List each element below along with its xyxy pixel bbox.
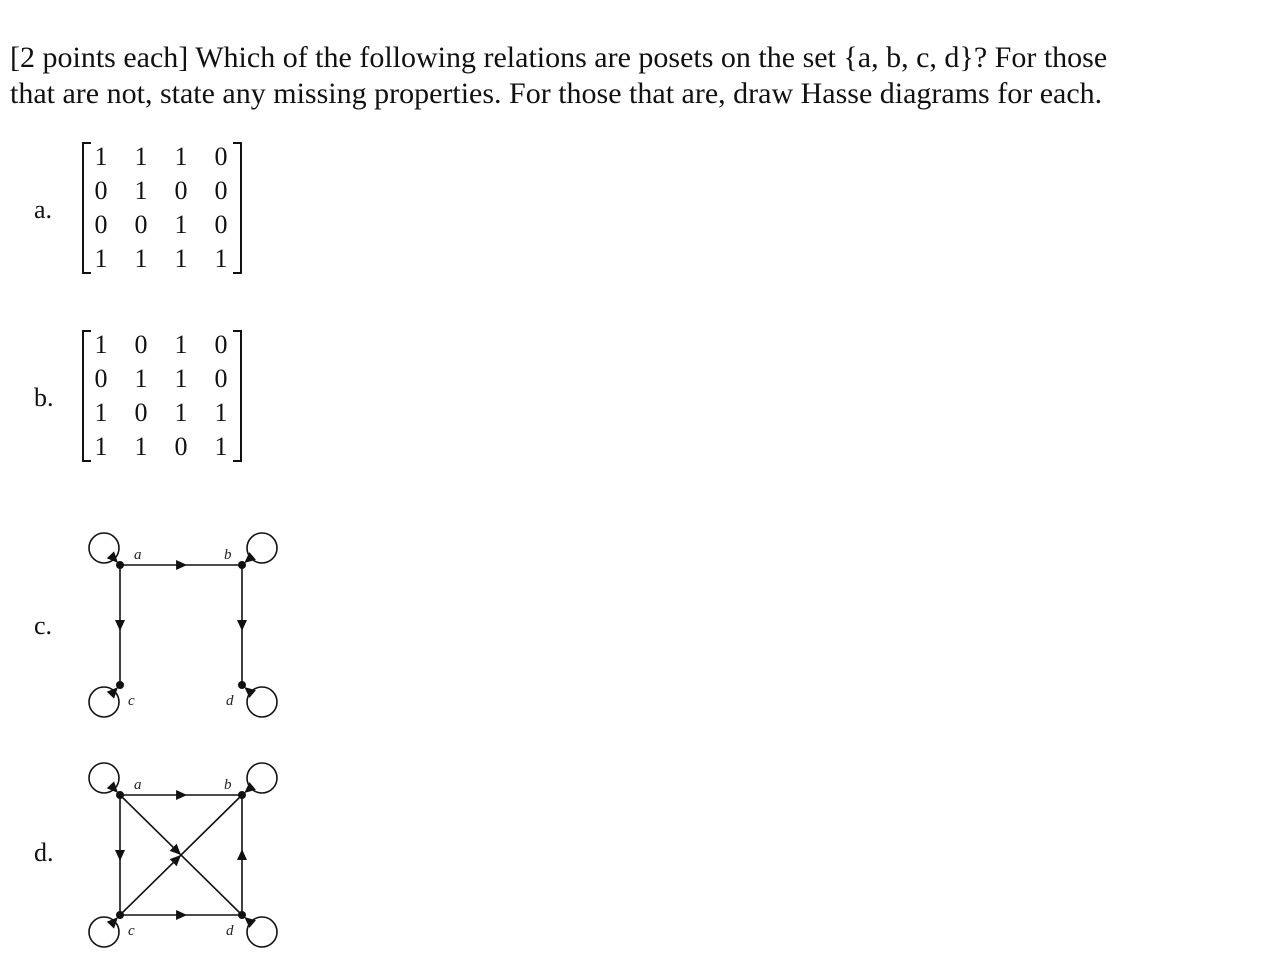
question-line-2: that are not, state any missing properties. For those that are, draw Hasse diagrams for each. (10, 77, 1103, 110)
matrix-cell: 1 (94, 244, 108, 273)
matrix-cell: 1 (214, 432, 228, 461)
matrix-cell: 1 (134, 432, 148, 461)
matrix-cell: 0 (94, 364, 108, 393)
matrix-cell: 0 (214, 330, 228, 359)
matrix-cell: 1 (94, 432, 108, 461)
vertex-d (238, 911, 246, 919)
matrix-cell: 1 (214, 244, 228, 273)
edge-arrow-b-d (237, 620, 247, 631)
matrix-cell: 1 (94, 330, 108, 359)
vertex-c (116, 681, 124, 689)
vertex-c (116, 911, 124, 919)
edge-arrow-a-c (115, 850, 125, 861)
matrix-cell: 1 (134, 364, 148, 393)
matrix-cell: 0 (134, 330, 148, 359)
vertex-d (238, 681, 246, 689)
matrix-cell: 0 (214, 176, 228, 205)
matrix-cell: 0 (214, 142, 228, 171)
vertex-a (116, 791, 124, 799)
matrix-cell: 0 (174, 176, 188, 205)
matrix-cell: 0 (174, 432, 188, 461)
matrix-cell: 0 (214, 364, 228, 393)
matrix-cell: 0 (134, 398, 148, 427)
matrix-cell: 1 (94, 398, 108, 427)
matrix-cell: 1 (174, 244, 188, 273)
matrix-cell: 1 (214, 398, 228, 427)
part-c-label: c. (34, 611, 53, 640)
edge-arrow-a-b (176, 560, 187, 570)
part-d-label: d. (34, 838, 54, 867)
vertex-label-b: b (224, 777, 232, 793)
matrix-cell: 0 (214, 210, 228, 239)
matrix-cell: 1 (174, 398, 188, 427)
vertex-a (116, 561, 124, 569)
question-text (10, 40, 1270, 112)
matrix-cell: 1 (174, 330, 188, 359)
edge-arrow-d-b (237, 849, 247, 860)
edge-arrow-a-b (176, 790, 187, 800)
matrix-cell: 1 (94, 142, 108, 171)
vertex-label-d: d (226, 693, 234, 709)
vertex-label-c: c (128, 693, 135, 709)
question-line-1: [2 points each] Which of the following relations are posets on the set {a, b, c, d}? For those (10, 41, 1108, 74)
edge-arrow-a-c (115, 620, 125, 631)
vertex-label-d: d (226, 923, 234, 939)
matrix-cell: 0 (134, 210, 148, 239)
vertex-label-b: b (224, 547, 232, 563)
vertex-label-c: c (128, 923, 135, 939)
matrix-cell: 1 (174, 210, 188, 239)
matrix-cell: 1 (134, 244, 148, 273)
part-a-label: a. (34, 195, 53, 224)
matrix-cell: 1 (134, 142, 148, 171)
digraph-d (80, 750, 290, 960)
digraph-c (80, 520, 290, 730)
matrix-cell: 1 (174, 142, 188, 171)
vertex-b (238, 561, 246, 569)
edge-arrow-c-d (176, 910, 187, 920)
vertex-label-a: a (134, 777, 142, 793)
matrix-a (82, 142, 242, 274)
part-b-label: b. (34, 383, 54, 412)
matrix-cell: 1 (174, 364, 188, 393)
matrix-cell: 0 (94, 210, 108, 239)
matrix-cell: 1 (134, 176, 148, 205)
matrix-cell: 0 (94, 176, 108, 205)
vertex-b (238, 791, 246, 799)
matrix-b (82, 330, 242, 462)
vertex-label-a: a (134, 547, 142, 563)
